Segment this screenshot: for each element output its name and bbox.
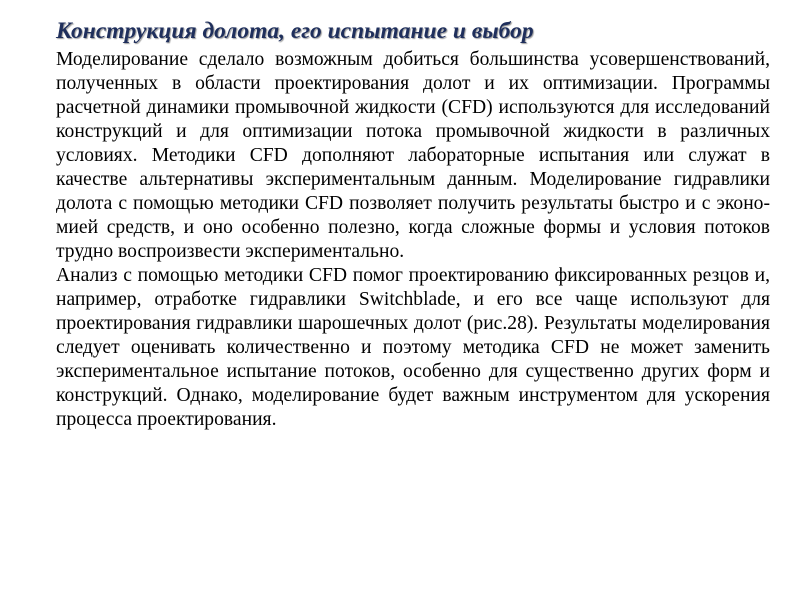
- slide-content: [56, 14, 770, 432]
- paragraph-modeling: Моделирование сделало возможным добиться большинства усовершенствований, полученных в области проектирования долот и их оптимизации. Программы расчетной динамики промывочной жидкости (CFD) используются для исследований конструкций и для оптимизации потока промывочной жидкости в различных условиях. Методики CFD дополняют лабораторные испытания или служат в качестве альтернативы экспериментальным данным. Моделирование гидравлики долота с помощью методики CFD позволяет получить результаты быстро и с эконо-мией средств, и оно особенно полезно, когда сложные формы и условия потоков трудно воспроизвести экспериментально.: [56, 49, 770, 262]
- slide-title: Конструкция долота, его испытание и выбор: [56, 18, 534, 44]
- paragraph-analysis: Анализ с помощью методики CFD помог проектированию фиксированных резцов и, например, отработке гидравлики Switchblade, и его все чаще используют для проектирования гидравлики шарошечных долот (рис.28). Результаты моделирования следует оценивать количественно и поэтому методика CFD не может заменить экспериментальное испытание потоков, особенно для существенно других форм и конструкций. Однако, моделирование будет важным инструментом для ускорения процесса проектирования.: [56, 265, 770, 430]
